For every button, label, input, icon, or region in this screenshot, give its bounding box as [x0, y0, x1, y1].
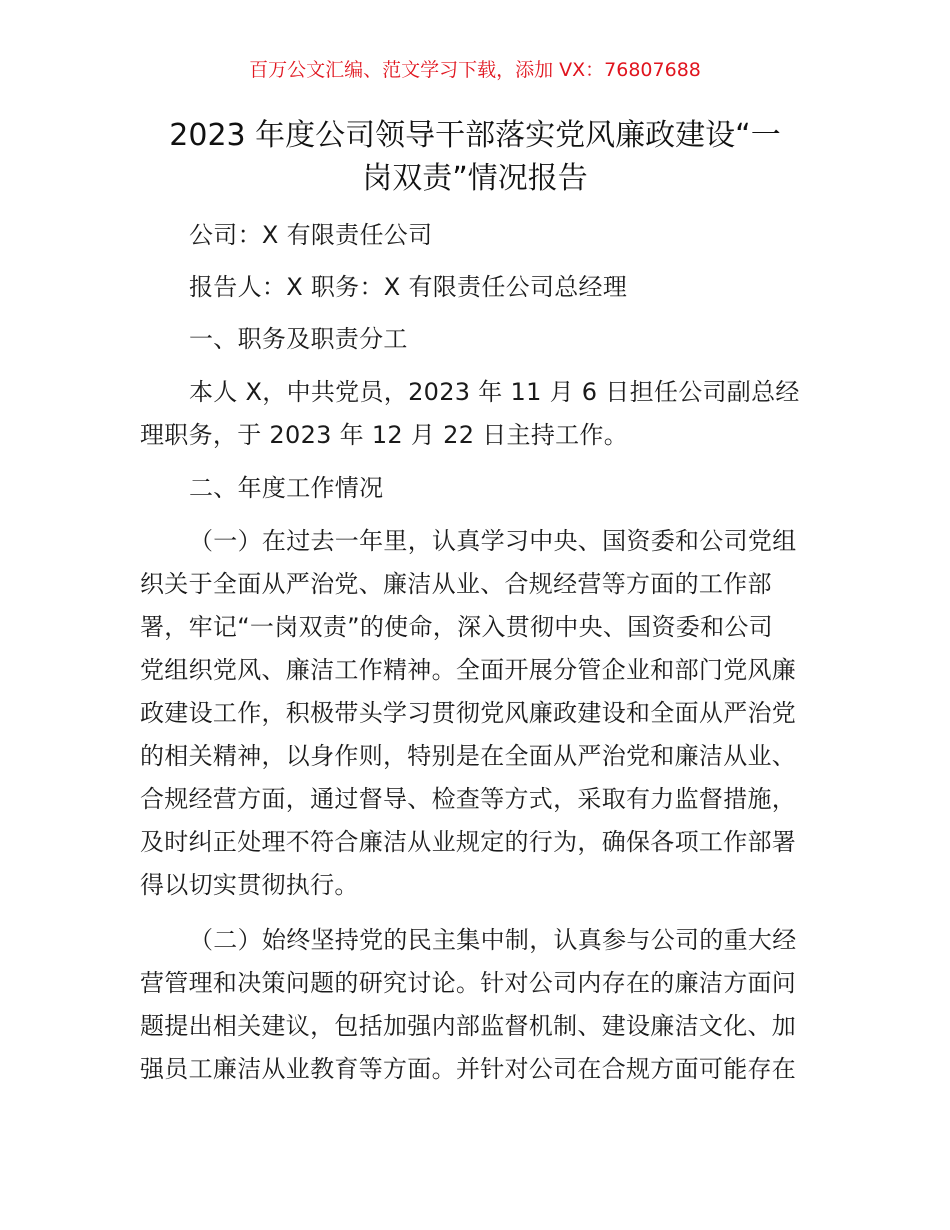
section-2-item-1	[140, 520, 812, 907]
paragraph-line: 的相关精神，以身作则，特别是在全面从严治党和廉洁从业、	[140, 742, 797, 770]
paragraph-line: 党组织党风、廉洁工作精神。全面开展分管企业和部门党风廉	[140, 656, 797, 684]
section-1-heading-text: 一、职务及职责分工	[189, 325, 408, 353]
section-1-paragraph	[140, 371, 812, 457]
section-1-heading	[140, 318, 812, 361]
reporter-text: 报告人：X 职务：X 有限责任公司总经理	[189, 273, 628, 301]
paragraph-line: 理职务，于 2023 年 12 月 22 日主持工作。	[140, 421, 629, 449]
title-line-2: 岗双责”情况报告	[362, 161, 588, 196]
section-2-heading-text: 二、年度工作情况	[189, 474, 384, 502]
company-text: 公司：X 有限责任公司	[189, 221, 433, 249]
company-line	[140, 214, 812, 257]
paragraph-line: 织关于全面从严治党、廉洁从业、合规经营等方面的工作部	[140, 570, 772, 598]
reporter-line	[140, 266, 812, 309]
paragraph-line: 政建设工作，积极带头学习贯彻党风廉政建设和全面从严治党	[140, 699, 797, 727]
paragraph-line: 得以切实贯彻执行。	[140, 871, 359, 899]
paragraph-line: 及时纠正处理不符合廉洁从业规定的行为，确保各项工作部署	[140, 828, 797, 856]
section-2-heading	[140, 467, 812, 510]
title-line-1: 2023 年度公司领导干部落实党风廉政建设“一	[169, 118, 781, 153]
paragraph-line: 题提出相关建议，包括加强内部监督机制、建设廉洁文化、加	[140, 1012, 797, 1040]
paragraph-line: 强员工廉洁从业教育等方面。并针对公司在合规方面可能存在	[140, 1055, 797, 1083]
paragraph-line: 署，牢记“一岗双责”的使命，深入贯彻中央、国资委和公司	[140, 613, 773, 641]
paragraph-line: 本人 X，中共党员，2023 年 11 月 6 日担任公司副总经	[189, 378, 800, 406]
paragraph-line: 营管理和决策问题的研究讨论。针对公司内存在的廉洁方面问	[140, 969, 797, 997]
section-2-item-2	[140, 919, 812, 1091]
paragraph-line: 合规经营方面，通过督导、检查等方式，采取有力监督措施，	[140, 785, 797, 813]
paragraph-line: （二）始终坚持党的民主集中制，认真参与公司的重大经	[189, 926, 797, 954]
watermark-banner: 百万公文汇编、范文学习下载，添加 VX：76807688	[249, 59, 701, 81]
paragraph-line: （一）在过去一年里，认真学习中央、国资委和公司党组	[189, 527, 797, 555]
document-title	[140, 114, 810, 200]
